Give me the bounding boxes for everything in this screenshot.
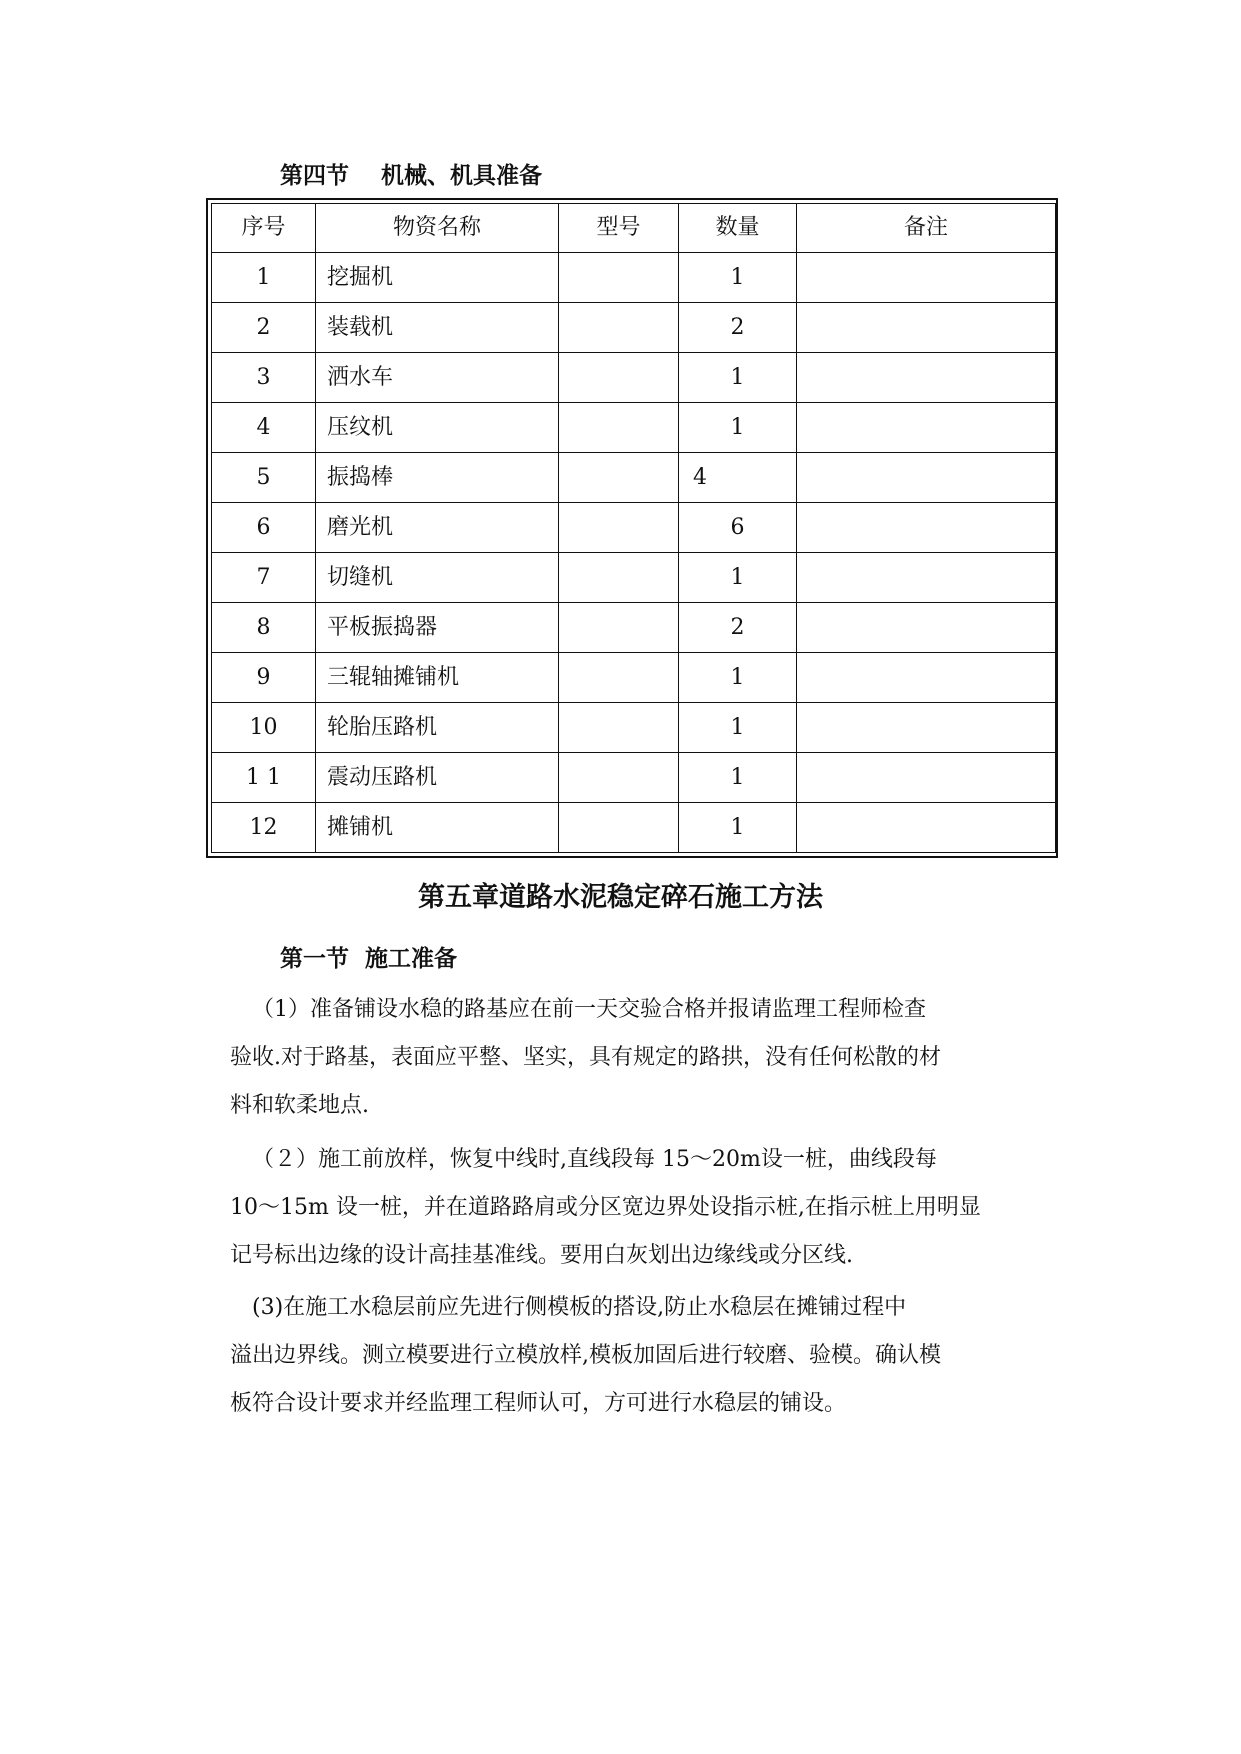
paragraph-2 bbox=[230, 1136, 1048, 1280]
table-row bbox=[212, 603, 1056, 653]
header-item-name: 物资名称 bbox=[316, 204, 559, 253]
paragraph-line: 板符合设计要求并经监理工程师认可，方可进行水稳层的铺设。 bbox=[230, 1391, 847, 1416]
paragraph-line: 料和软柔地点. bbox=[230, 1093, 369, 1118]
table-row bbox=[212, 753, 1056, 803]
cell-serial-no: 1 1 bbox=[212, 753, 316, 803]
table-body bbox=[212, 253, 1056, 853]
cell-remarks bbox=[797, 703, 1056, 753]
section-heading-machinery: 第四节 机械、机具准备 bbox=[280, 163, 543, 189]
cell-serial-no: 7 bbox=[212, 553, 316, 603]
cell-remarks bbox=[797, 653, 1056, 703]
table-row bbox=[212, 303, 1056, 353]
table-row bbox=[212, 653, 1056, 703]
table-row bbox=[212, 703, 1056, 753]
table-row bbox=[212, 353, 1056, 403]
cell-model bbox=[559, 553, 679, 603]
cell-item-name: 摊铺机 bbox=[316, 803, 559, 853]
cell-serial-no: 3 bbox=[212, 353, 316, 403]
paragraph-line: 溢出边界线。测立模要进行立模放样,模板加固后进行较磨、验模。确认模 bbox=[230, 1343, 941, 1368]
cell-serial-no: 2 bbox=[212, 303, 316, 353]
cell-item-name: 轮胎压路机 bbox=[316, 703, 559, 753]
cell-model bbox=[559, 303, 679, 353]
cell-quantity: 2 bbox=[679, 603, 797, 653]
equipment-table bbox=[211, 203, 1056, 853]
cell-serial-no: 6 bbox=[212, 503, 316, 553]
cell-remarks bbox=[797, 603, 1056, 653]
cell-item-name: 洒水车 bbox=[316, 353, 559, 403]
cell-serial-no: 8 bbox=[212, 603, 316, 653]
cell-quantity: 2 bbox=[679, 303, 797, 353]
cell-item-name: 磨光机 bbox=[316, 503, 559, 553]
cell-model bbox=[559, 503, 679, 553]
cell-item-name: 震动压路机 bbox=[316, 753, 559, 803]
paragraph-line: 验收.对于路基，表面应平整、坚实，具有规定的路拱，没有任何松散的材 bbox=[230, 1045, 941, 1070]
cell-remarks bbox=[797, 803, 1056, 853]
paragraph-line: 10～15m 设一桩，并在道路路肩或分区宽边界处设指示桩,在指示桩上用明显 bbox=[230, 1195, 981, 1220]
cell-quantity: 1 bbox=[679, 353, 797, 403]
paragraph-line: （1）准备铺设水稳的路基应在前一天交验合格并报请监理工程师检查 bbox=[252, 997, 926, 1022]
cell-item-name: 三辊轴摊铺机 bbox=[316, 653, 559, 703]
cell-quantity: 6 bbox=[679, 503, 797, 553]
cell-model bbox=[559, 403, 679, 453]
header-remarks: 备注 bbox=[797, 204, 1056, 253]
cell-remarks bbox=[797, 753, 1056, 803]
cell-item-name: 装载机 bbox=[316, 303, 559, 353]
cell-remarks bbox=[797, 553, 1056, 603]
table-row bbox=[212, 253, 1056, 303]
cell-quantity: 1 bbox=[679, 703, 797, 753]
cell-model bbox=[559, 453, 679, 503]
section-heading-preparation: 第一节 施工准备 bbox=[280, 946, 458, 972]
paragraph-1 bbox=[230, 986, 1048, 1130]
cell-quantity: 1 bbox=[679, 403, 797, 453]
cell-item-name: 平板振捣器 bbox=[316, 603, 559, 653]
cell-item-name: 压纹机 bbox=[316, 403, 559, 453]
paragraph-line: （２）施工前放样，恢复中线时,直线段每 15～20m设一桩，曲线段每 bbox=[252, 1147, 937, 1172]
cell-serial-no: 12 bbox=[212, 803, 316, 853]
paragraph-3 bbox=[230, 1284, 1048, 1428]
cell-serial-no: 4 bbox=[212, 403, 316, 453]
header-serial-no: 序号 bbox=[212, 204, 316, 253]
cell-remarks bbox=[797, 503, 1056, 553]
cell-serial-no: 10 bbox=[212, 703, 316, 753]
cell-quantity: 1 bbox=[679, 653, 797, 703]
cell-model bbox=[559, 803, 679, 853]
cell-remarks bbox=[797, 353, 1056, 403]
table-row bbox=[212, 453, 1056, 503]
cell-remarks bbox=[797, 253, 1056, 303]
cell-item-name: 挖掘机 bbox=[316, 253, 559, 303]
cell-model bbox=[559, 253, 679, 303]
cell-serial-no: 5 bbox=[212, 453, 316, 503]
table-row bbox=[212, 803, 1056, 853]
cell-model bbox=[559, 603, 679, 653]
cell-item-name: 切缝机 bbox=[316, 553, 559, 603]
cell-serial-no: 1 bbox=[212, 253, 316, 303]
cell-quantity: 1 bbox=[679, 553, 797, 603]
table-header-row bbox=[212, 204, 1056, 253]
cell-quantity: 1 bbox=[679, 253, 797, 303]
cell-quantity: 1 bbox=[679, 753, 797, 803]
cell-remarks bbox=[797, 303, 1056, 353]
chapter-title: 第五章道路水泥稳定碎石施工方法 bbox=[418, 882, 823, 913]
cell-remarks bbox=[797, 453, 1056, 503]
header-model: 型号 bbox=[559, 204, 679, 253]
header-quantity: 数量 bbox=[679, 204, 797, 253]
paragraph-line: 记号标出边缘的设计高挂基准线。要用白灰划出边缘线或分区线. bbox=[230, 1243, 853, 1268]
paragraph-line: (3)在施工水稳层前应先进行侧模板的搭设,防止水稳层在摊铺过程中 bbox=[252, 1295, 907, 1320]
cell-item-name: 振捣棒 bbox=[316, 453, 559, 503]
equipment-table-frame bbox=[206, 198, 1058, 858]
cell-quantity: 4 bbox=[679, 453, 797, 503]
cell-model bbox=[559, 753, 679, 803]
cell-quantity: 1 bbox=[679, 803, 797, 853]
cell-model bbox=[559, 653, 679, 703]
cell-model bbox=[559, 703, 679, 753]
cell-serial-no: 9 bbox=[212, 653, 316, 703]
table-row bbox=[212, 503, 1056, 553]
table-row bbox=[212, 403, 1056, 453]
cell-model bbox=[559, 353, 679, 403]
cell-remarks bbox=[797, 403, 1056, 453]
table-row bbox=[212, 553, 1056, 603]
